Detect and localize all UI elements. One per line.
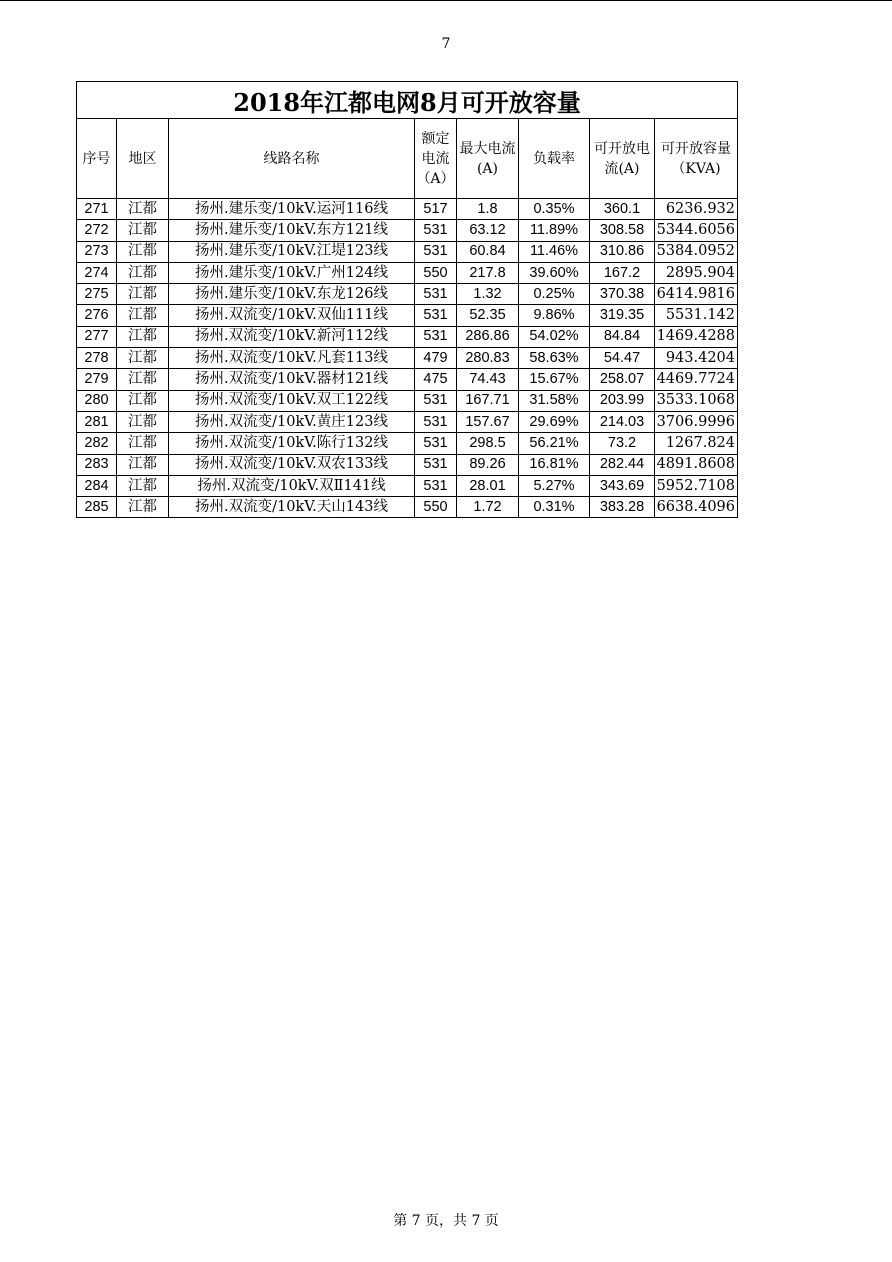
cell-open-capacity: 5531.142 [655, 305, 738, 326]
page-number-top: 7 [441, 36, 451, 52]
table-row [77, 369, 738, 390]
table-row [77, 454, 738, 475]
cell-max-current: 157.67 [457, 411, 519, 432]
cell-load-rate: 11.89% [519, 220, 590, 241]
cell-max-current: 89.26 [457, 454, 519, 475]
table-row [77, 475, 738, 496]
header-line-name: 线路名称 [169, 119, 415, 199]
cell-open-capacity: 1267.824 [655, 433, 738, 454]
cell-open-current: 282.44 [590, 454, 655, 475]
cell-line-name: 扬州.双流变/10kV.双仙111线 [169, 305, 415, 326]
cell-open-current: 360.1 [590, 199, 655, 220]
header-open-capacity: 可开放容量（KVA) [655, 119, 738, 199]
cell-line-name: 扬州.建乐变/10kV.东方121线 [169, 220, 415, 241]
cell-load-rate: 54.02% [519, 326, 590, 347]
table-row [77, 241, 738, 262]
cell-rated-current: 479 [415, 348, 457, 369]
cell-rated-current: 550 [415, 497, 457, 518]
cell-seq: 283 [77, 454, 117, 475]
cell-seq: 275 [77, 284, 117, 305]
cell-line-name: 扬州.双流变/10kV.新河112线 [169, 326, 415, 347]
cell-seq: 284 [77, 475, 117, 496]
cell-seq: 272 [77, 220, 117, 241]
cell-rated-current: 550 [415, 262, 457, 283]
table-row [77, 284, 738, 305]
cell-region: 江都 [117, 305, 169, 326]
cell-line-name: 扬州.建乐变/10kV.东龙126线 [169, 284, 415, 305]
cell-open-capacity: 4469.7724 [655, 369, 738, 390]
cell-open-current: 203.99 [590, 390, 655, 411]
table-row [77, 262, 738, 283]
header-max-current: 最大电流(A) [457, 119, 519, 199]
cell-load-rate: 0.31% [519, 497, 590, 518]
cell-line-name: 扬州.双流变/10kV.陈行132线 [169, 433, 415, 454]
cell-open-capacity: 3706.9996 [655, 411, 738, 432]
cell-line-name: 扬州.双流变/10kV.双工122线 [169, 390, 415, 411]
cell-region: 江都 [117, 433, 169, 454]
cell-open-capacity: 5952.7108 [655, 475, 738, 496]
cell-open-capacity: 2895.904 [655, 262, 738, 283]
header-open-current: 可开放电流(A) [590, 119, 655, 199]
table-title: 2018年江都电网8月可开放容量 [77, 82, 738, 119]
cell-max-current: 1.72 [457, 497, 519, 518]
cell-open-current: 319.35 [590, 305, 655, 326]
cell-region: 江都 [117, 369, 169, 390]
cell-region: 江都 [117, 262, 169, 283]
cell-load-rate: 58.63% [519, 348, 590, 369]
cell-open-capacity: 3533.1068 [655, 390, 738, 411]
cell-seq: 277 [77, 326, 117, 347]
cell-line-name: 扬州.双流变/10kV.双农133线 [169, 454, 415, 475]
page-top-border [0, 0, 892, 1]
cell-seq: 285 [77, 497, 117, 518]
table-row [77, 497, 738, 518]
cell-seq: 282 [77, 433, 117, 454]
cell-seq: 273 [77, 241, 117, 262]
cell-load-rate: 5.27% [519, 475, 590, 496]
cell-open-capacity: 5384.0952 [655, 241, 738, 262]
cell-load-rate: 11.46% [519, 241, 590, 262]
cell-seq: 278 [77, 348, 117, 369]
cell-line-name: 扬州.双流变/10kV.黄庄123线 [169, 411, 415, 432]
cell-max-current: 60.84 [457, 241, 519, 262]
cell-max-current: 28.01 [457, 475, 519, 496]
cell-region: 江都 [117, 326, 169, 347]
page-footer: 第 7 页，共 7 页 [393, 1213, 499, 1229]
cell-rated-current: 531 [415, 241, 457, 262]
header-load-rate: 负载率 [519, 119, 590, 199]
header-rated-current: 额定电流（A） [415, 119, 457, 199]
cell-rated-current: 531 [415, 326, 457, 347]
cell-region: 江都 [117, 348, 169, 369]
cell-rated-current: 531 [415, 220, 457, 241]
table-row [77, 411, 738, 432]
cell-rated-current: 475 [415, 369, 457, 390]
cell-open-current: 310.86 [590, 241, 655, 262]
cell-open-capacity: 1469.4288 [655, 326, 738, 347]
cell-seq: 274 [77, 262, 117, 283]
cell-seq: 279 [77, 369, 117, 390]
cell-open-capacity: 943.4204 [655, 348, 738, 369]
cell-load-rate: 31.58% [519, 390, 590, 411]
table-row [77, 220, 738, 241]
table-row [77, 433, 738, 454]
cell-open-current: 370.38 [590, 284, 655, 305]
cell-line-name: 扬州.双流变/10kV.凡套113线 [169, 348, 415, 369]
cell-open-capacity: 4891.8608 [655, 454, 738, 475]
cell-open-capacity: 6236.932 [655, 199, 738, 220]
cell-max-current: 74.43 [457, 369, 519, 390]
cell-open-capacity: 6414.9816 [655, 284, 738, 305]
cell-load-rate: 0.35% [519, 199, 590, 220]
cell-rated-current: 531 [415, 433, 457, 454]
cell-load-rate: 9.86% [519, 305, 590, 326]
cell-line-name: 扬州.双流变/10kV.器材121线 [169, 369, 415, 390]
cell-line-name: 扬州.双流变/10kV.天山143线 [169, 497, 415, 518]
cell-region: 江都 [117, 199, 169, 220]
cell-region: 江都 [117, 241, 169, 262]
cell-region: 江都 [117, 497, 169, 518]
cell-load-rate: 15.67% [519, 369, 590, 390]
cell-open-current: 258.07 [590, 369, 655, 390]
cell-max-current: 63.12 [457, 220, 519, 241]
table-row [77, 326, 738, 347]
cell-open-current: 383.28 [590, 497, 655, 518]
cell-region: 江都 [117, 475, 169, 496]
table-row [77, 199, 738, 220]
cell-open-current: 73.2 [590, 433, 655, 454]
cell-rated-current: 517 [415, 199, 457, 220]
cell-region: 江都 [117, 411, 169, 432]
cell-rated-current: 531 [415, 475, 457, 496]
cell-open-current: 167.2 [590, 262, 655, 283]
cell-open-capacity: 5344.6056 [655, 220, 738, 241]
cell-seq: 281 [77, 411, 117, 432]
cell-load-rate: 56.21% [519, 433, 590, 454]
cell-region: 江都 [117, 390, 169, 411]
cell-line-name: 扬州.双流变/10kV.双Ⅱ141线 [169, 475, 415, 496]
cell-load-rate: 29.69% [519, 411, 590, 432]
cell-max-current: 298.5 [457, 433, 519, 454]
cell-rated-current: 531 [415, 305, 457, 326]
cell-load-rate: 39.60% [519, 262, 590, 283]
cell-max-current: 1.32 [457, 284, 519, 305]
cell-load-rate: 0.25% [519, 284, 590, 305]
cell-max-current: 52.35 [457, 305, 519, 326]
header-seq: 序号 [77, 119, 117, 199]
cell-rated-current: 531 [415, 454, 457, 475]
cell-seq: 271 [77, 199, 117, 220]
cell-region: 江都 [117, 284, 169, 305]
cell-region: 江都 [117, 454, 169, 475]
cell-open-current: 343.69 [590, 475, 655, 496]
cell-max-current: 167.71 [457, 390, 519, 411]
cell-load-rate: 16.81% [519, 454, 590, 475]
table-row [77, 390, 738, 411]
cell-max-current: 280.83 [457, 348, 519, 369]
cell-open-capacity: 6638.4096 [655, 497, 738, 518]
cell-open-current: 308.58 [590, 220, 655, 241]
cell-max-current: 1.8 [457, 199, 519, 220]
cell-rated-current: 531 [415, 390, 457, 411]
cell-open-current: 84.84 [590, 326, 655, 347]
cell-max-current: 217.8 [457, 262, 519, 283]
table-row [77, 305, 738, 326]
cell-region: 江都 [117, 220, 169, 241]
cell-seq: 280 [77, 390, 117, 411]
cell-line-name: 扬州.建乐变/10kV.运河116线 [169, 199, 415, 220]
cell-open-current: 54.47 [590, 348, 655, 369]
cell-rated-current: 531 [415, 284, 457, 305]
table-row [77, 348, 738, 369]
capacity-table [76, 81, 738, 518]
cell-line-name: 扬州.建乐变/10kV.江堤123线 [169, 241, 415, 262]
cell-open-current: 214.03 [590, 411, 655, 432]
cell-max-current: 286.86 [457, 326, 519, 347]
cell-rated-current: 531 [415, 411, 457, 432]
table-header-row [77, 119, 738, 199]
cell-line-name: 扬州.建乐变/10kV.广州124线 [169, 262, 415, 283]
cell-seq: 276 [77, 305, 117, 326]
header-region: 地区 [117, 119, 169, 199]
